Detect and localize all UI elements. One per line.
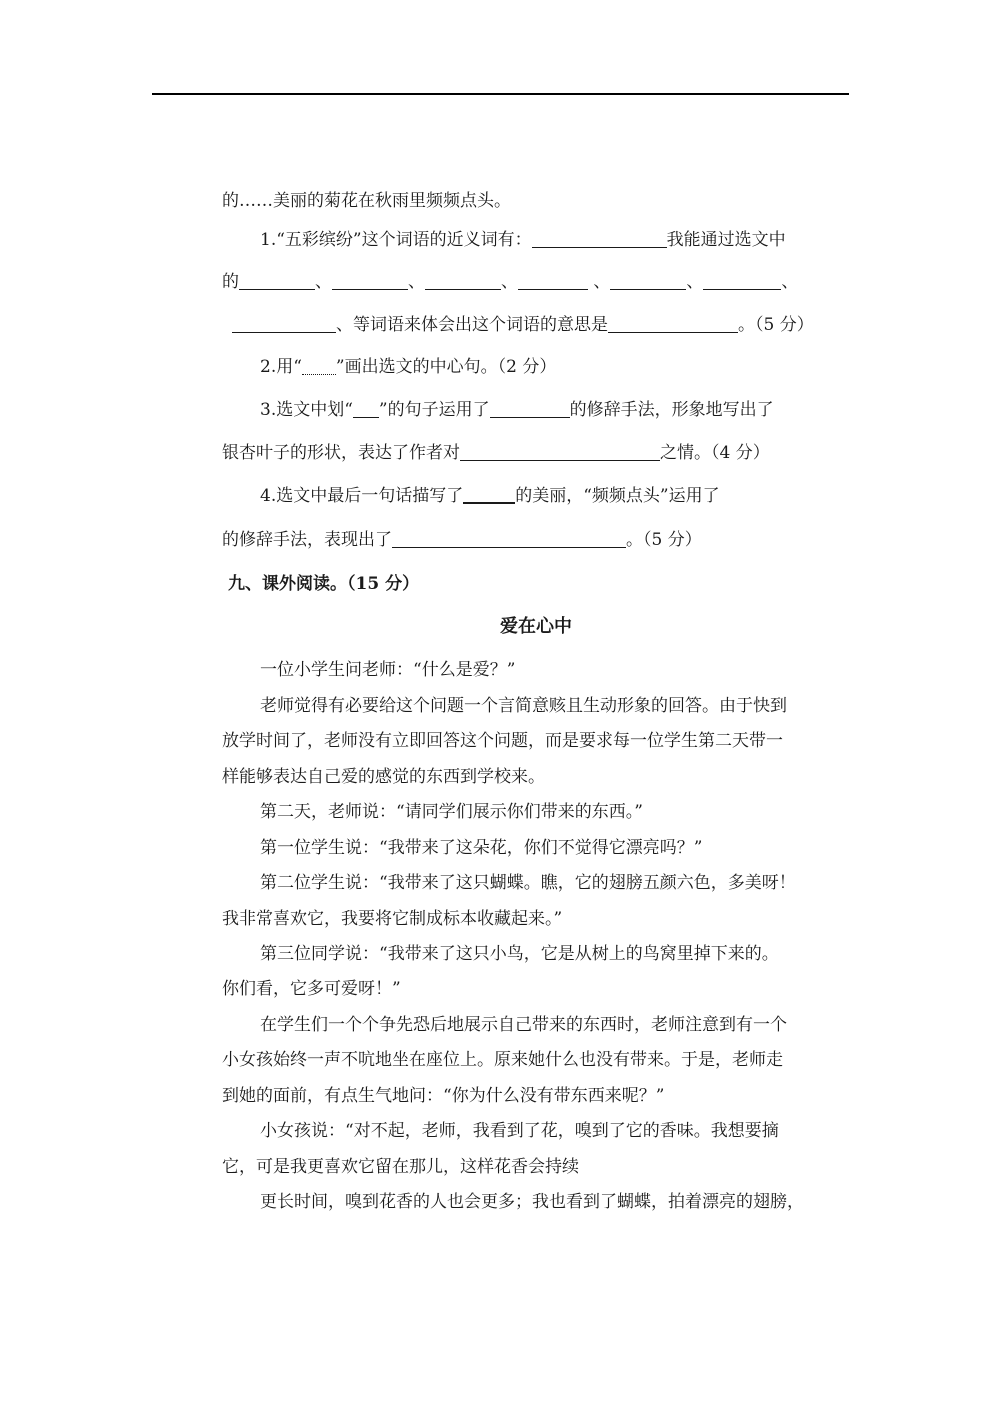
question-4-line-2: 的修辞手法，表现出了 。（5 分） [222,530,702,550]
passage-line: 放学时间了，老师没有立即回答这个问题，而是要求每一位学生第二天带一 [222,731,783,751]
passage-line: 我非常喜欢它，我要将它制成标本收藏起来。” [222,909,563,929]
passage-line: 更长时间，嗅到花香的人也会更多；我也看到了蝴蝶，拍着漂亮的翅膀， [260,1192,804,1212]
question-4-line-1: 4.选文中最后一句话描写了 的美丽，“频频点头”运用了 [260,486,720,506]
passage-title: 爱在心中 [500,616,572,637]
passage-line: 第一位学生说：“我带来了这朵花，你们不觉得它漂亮吗？” [260,838,703,858]
header-rule [152,93,849,95]
section-9-heading: 九、课外阅读。（15 分） [228,574,420,594]
question-3-line-1: 3.选文中划“ ”的句子运用了 的修辞手法，形象地写出了 [260,400,774,420]
question-3-line-2: 银杏叶子的形状，表达了作者对 之情。（4 分） [222,443,770,463]
answer-blank[interactable] [610,272,686,290]
question-1-line-1: 1.“五彩缤纷”这个词语的近义词有： 我能通过选文中 [260,230,786,250]
wavy-underline-mark [302,360,336,375]
answer-blank[interactable] [608,315,738,333]
passage-line: 到她的面前，有点生气地问：“你为什么没有带东西来呢？” [222,1086,665,1106]
passage-line: 在学生们一个个争先恐后地展示自己带来的东西时，老师注意到有一个 [260,1015,787,1035]
answer-blank[interactable] [490,400,570,418]
answer-blank[interactable] [463,485,515,504]
question-1-line-2: 的 、 、 、 、 、 、 [222,272,799,292]
passage-line: 第三位同学说：“我带来了这只小鸟，它是从树上的鸟窝里掉下来的。 [260,944,779,964]
answer-blank[interactable] [532,230,667,248]
question-2: 2.用“ ”画出选文的中心句。（2 分） [260,357,557,377]
passage-carryover: 的……美丽的菊花在秋雨里频频点头。 [222,191,511,211]
passage-line: 第二位学生说：“我带来了这只蝴蝶。瞧，它的翅膀五颜六色，多美呀！ [260,873,796,893]
answer-blank[interactable] [232,315,336,333]
answer-blank[interactable] [425,272,501,290]
passage-line: 小女孩始终一声不吭地坐在座位上。原来她什么也没有带来。于是，老师走 [222,1050,783,1070]
passage-line: 老师觉得有必要给这个问题一个言简意赅且生动形象的回答。由于快到 [260,696,787,716]
underline-mark [353,405,379,418]
answer-blank[interactable] [460,443,660,461]
question-1-line-3: 、等词语来体会出这个词语的意思是 。（5 分） [232,313,814,337]
passage-line: 你们看，它多可爱呀！” [222,979,401,999]
passage-line: 它，可是我更喜欢它留在那儿，这样花香会持续 [222,1157,579,1177]
answer-blank[interactable] [703,272,781,290]
answer-blank[interactable] [239,272,315,290]
passage-line: 一位小学生问老师：“什么是爱？” [260,660,516,680]
answer-blank[interactable] [392,530,626,548]
passage-line: 小女孩说：“对不起，老师，我看到了花，嗅到了它的香味。我想要摘 [260,1121,779,1141]
answer-blank[interactable] [332,272,408,290]
passage-line: 第二天，老师说：“请同学们展示你们带来的东西。” [260,802,643,822]
passage-line: 样能够表达自己爱的感觉的东西到学校来。 [222,767,545,787]
answer-blank[interactable] [518,272,588,290]
